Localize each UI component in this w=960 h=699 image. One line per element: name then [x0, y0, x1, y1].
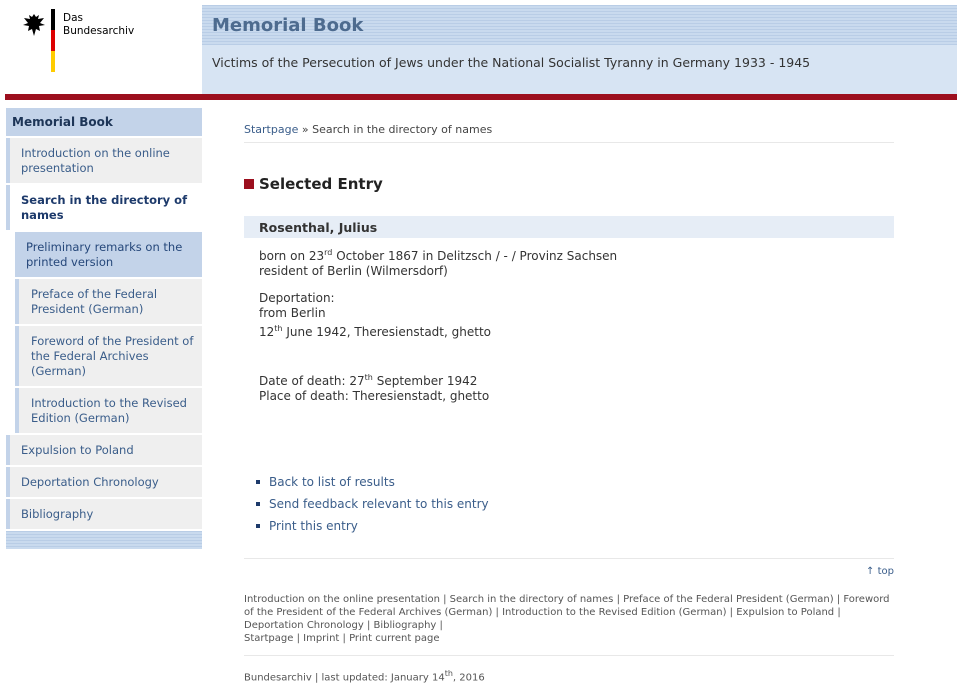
- page-header-subtitle: Victims of the Persecution of Jews under the National Socialist Tyranny in Germany 1933 - 1945: [202, 45, 957, 94]
- deportation-date: 12th June 1942, Theresienstadt, ghetto: [259, 324, 491, 339]
- sidebar-item-deportation-chronology[interactable]: Deportation Chronology: [6, 467, 202, 497]
- footer-updated: Bundesarchiv | last updated: January 14th, 2016: [244, 655, 894, 683]
- footer-link-foreword[interactable]: Foreword of the President of the Federal Archives (German): [244, 594, 890, 618]
- breadcrumb: [244, 118, 894, 143]
- federal-eagle-icon: [22, 12, 46, 38]
- bullet-icon: [256, 524, 260, 528]
- entry-actions: [244, 475, 894, 533]
- footer-link-deportation-chronology[interactable]: Deportation Chronology: [244, 620, 364, 631]
- deportation-label: Deportation:: [259, 291, 335, 305]
- sidebar-footer-band: [6, 531, 202, 549]
- sidebar-item-preliminary-remarks[interactable]: Preliminary remarks on the printed version: [15, 232, 202, 277]
- flag-bar: [51, 9, 55, 72]
- print-entry-link[interactable]: Print this entry: [269, 519, 358, 533]
- sidebar-nav: [6, 108, 202, 549]
- breadcrumb-separator: »: [301, 123, 309, 136]
- footer-link-introduction[interactable]: Introduction on the online presentation: [244, 594, 440, 605]
- logo-area[interactable]: [0, 0, 202, 94]
- sidebar-heading[interactable]: Memorial Book: [6, 108, 202, 136]
- square-bullet-icon: [244, 179, 254, 189]
- footer-link-print[interactable]: Print current page: [349, 633, 440, 644]
- sidebar-item-foreword[interactable]: Foreword of the President of the Federal Archives (German): [15, 326, 202, 386]
- footer-link-startpage[interactable]: Startpage: [244, 633, 294, 644]
- breadcrumb-current: Search in the directory of names: [312, 123, 493, 136]
- death-date: Date of death: 27th September 1942: [259, 373, 478, 388]
- sidebar-item-bibliography[interactable]: Bibliography: [6, 499, 202, 529]
- back-to-top-link[interactable]: ↑ top: [866, 566, 894, 577]
- logo-text: Das Bundesarchiv: [63, 12, 135, 37]
- header-divider: [5, 94, 957, 100]
- top-row: [244, 558, 894, 577]
- death-place: Place of death: Theresienstadt, ghetto: [259, 389, 490, 403]
- sidebar-item-search[interactable]: Search in the directory of names: [6, 185, 202, 230]
- bullet-icon: [256, 480, 260, 484]
- section-heading: Selected Entry: [244, 175, 894, 193]
- sidebar-item-introduction[interactable]: Introduction on the online presentation: [6, 138, 202, 183]
- send-feedback-link[interactable]: Send feedback relevant to this entry: [269, 497, 489, 511]
- footer-link-revised-edition[interactable]: Introduction to the Revised Edition (German): [502, 607, 727, 618]
- back-to-results-link[interactable]: Back to list of results: [269, 475, 395, 489]
- residence-info: resident of Berlin (Wilmersdorf): [259, 264, 448, 278]
- sidebar-item-revised-edition[interactable]: Introduction to the Revised Edition (German): [15, 388, 202, 433]
- footer-link-imprint[interactable]: Imprint: [303, 633, 340, 644]
- entry-details: [244, 238, 894, 423]
- bullet-icon: [256, 502, 260, 506]
- sidebar-item-preface[interactable]: Preface of the Federal President (German): [15, 279, 202, 324]
- sidebar-item-expulsion[interactable]: Expulsion to Poland: [6, 435, 202, 465]
- entry-name: Rosenthal, Julius: [244, 216, 894, 238]
- birth-info: born on 23rd October 1867 in Delitzsch / - / Provinz Sachsen: [259, 248, 618, 263]
- header-band: [202, 5, 957, 94]
- footer-links: Introduction on the online presentation | Search in the directory of names | Preface of the Federal President (German) | Foreword of the President of the Federal Archives (German) | Introduction to the Revised Edition (German) | Expulsion to Poland | Deportation Chronology | Bibliography | Startpage | Imprint | Print current page: [244, 594, 890, 644]
- deportation-from: from Berlin: [259, 306, 326, 320]
- main-content: [244, 118, 894, 541]
- footer-link-bibliography[interactable]: Bibliography: [373, 620, 437, 631]
- footer-link-search[interactable]: Search in the directory of names: [449, 594, 614, 605]
- breadcrumb-startpage-link[interactable]: Startpage: [244, 123, 299, 136]
- page-header-title: Memorial Book: [212, 15, 364, 36]
- footer-link-preface[interactable]: Preface of the Federal President (German): [623, 594, 834, 605]
- footer-link-expulsion[interactable]: Expulsion to Poland: [736, 607, 835, 618]
